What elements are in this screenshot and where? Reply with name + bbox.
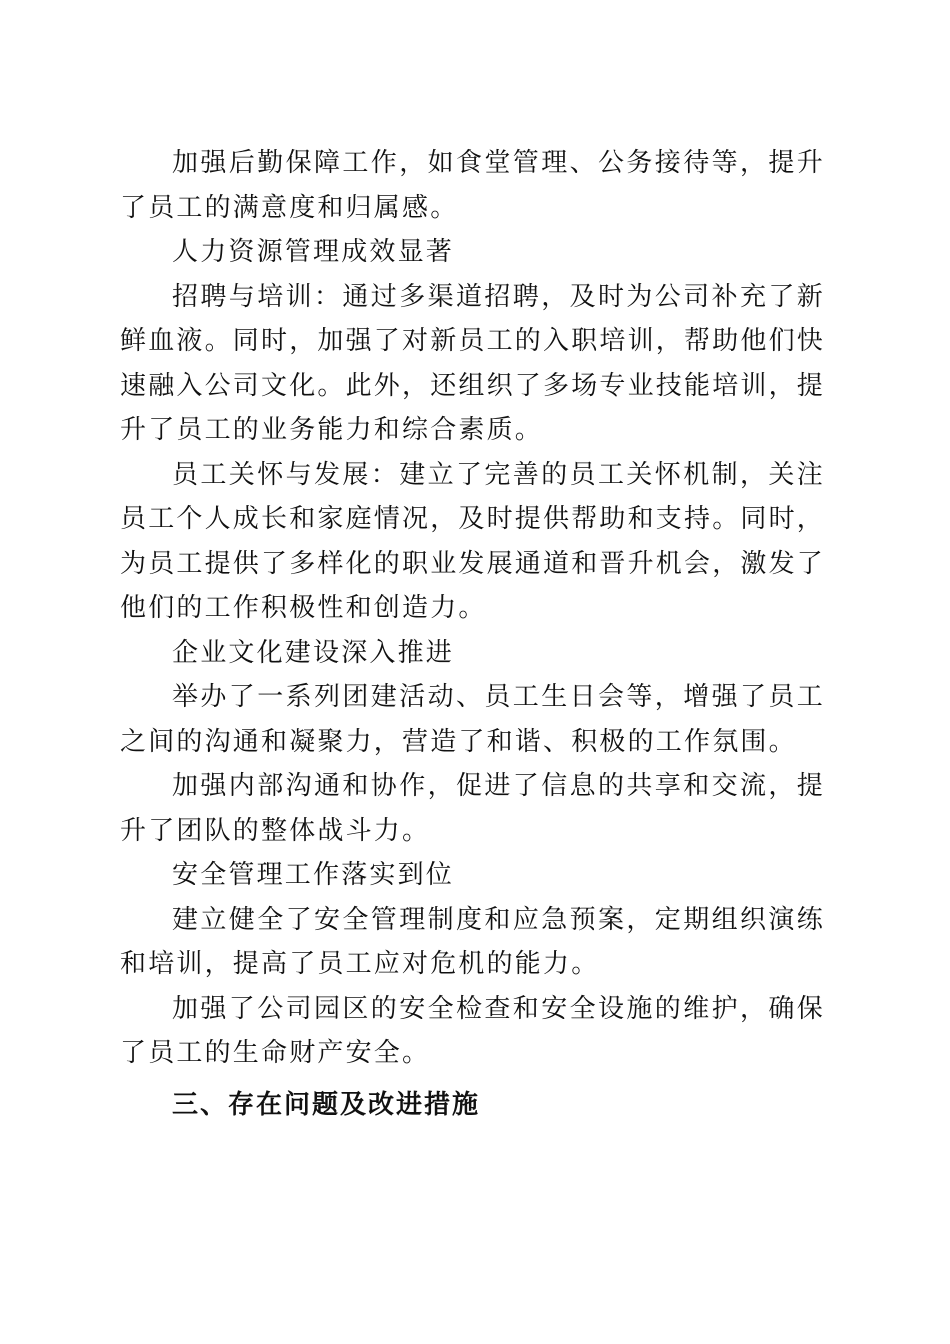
subheading-safety: 安全管理工作落实到位 <box>172 860 455 890</box>
paragraph-communication: 加强内部沟通和协作，促进了信息的共享和交流，提升了团队的整体战斗力。 <box>120 771 825 846</box>
paragraph-safety-inspection: 加强了公司园区的安全检查和安全设施的维护，确保了员工的生命财产安全。 <box>120 993 825 1068</box>
paragraph-team-activities: 举办了一系列团建活动、员工生日会等，增强了员工之间的沟通和凝聚力，营造了和谐、积极的工作氛围。 <box>120 682 825 757</box>
subheading-hr: 人力资源管理成效显著 <box>172 237 455 267</box>
document-body <box>120 141 825 1134</box>
paragraph-logistics: 加强后勤保障工作，如食堂管理、公务接待等，提升了员工的满意度和归属感。 <box>120 148 825 223</box>
paragraph-employee-care: 员工关怀与发展：建立了完善的员工关怀机制，关注员工个人成长和家庭情况，及时提供帮助和支持。同时，为员工提供了多样化的职业发展通道和晋升机会，激发了他们的工作积极性和创造力。 <box>120 459 826 623</box>
paragraph-recruitment: 招聘与培训：通过多渠道招聘，及时为公司补充了新鲜血液。同时，加强了对新员工的入职培训，帮助他们快速融入公司文化。此外，还组织了多场专业技能培训，提升了员工的业务能力和综合素质。 <box>120 281 826 445</box>
paragraph-safety-system: 建立健全了安全管理制度和应急预案，定期组织演练和培训，提高了员工应对危机的能力。 <box>120 904 825 979</box>
subheading-culture: 企业文化建设深入推进 <box>172 637 455 668</box>
section-heading: 三、存在问题及改进措施 <box>172 1089 481 1120</box>
